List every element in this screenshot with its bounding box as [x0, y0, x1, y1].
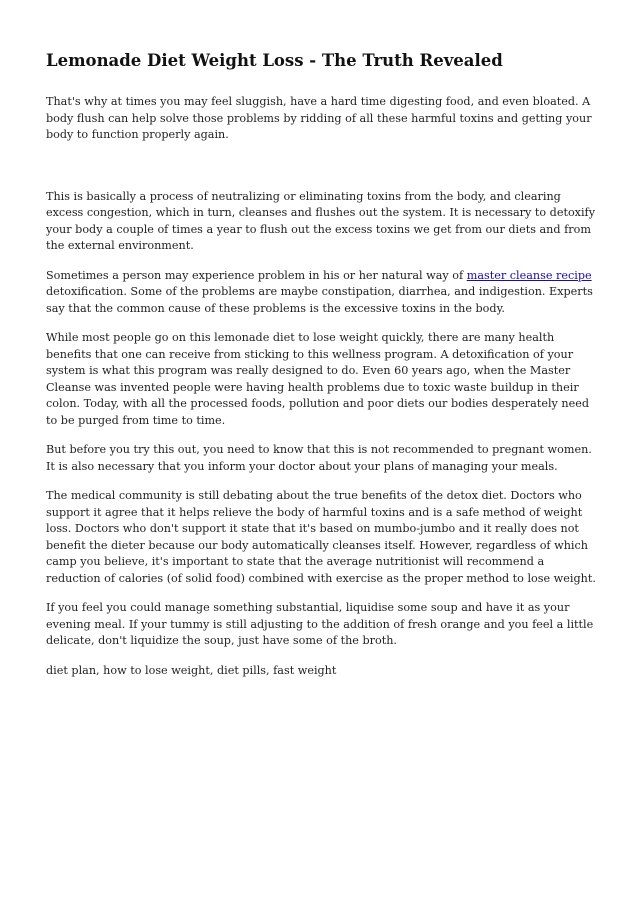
page-title: Lemonade Diet Weight Loss - The Truth Revealed	[46, 51, 503, 70]
master-cleanse-recipe-link[interactable]: master cleanse recipe	[466, 268, 592, 282]
paragraph-detox-process: This is basically a process of neutralizing or eliminating toxins from the body, and clearing excess congestion, which in turn, cleanses and flushes out the system. It is necessary to detoxify your body a couple of times a year to flush out the excess toxins we get from our diets and from the external environment.	[46, 189, 596, 252]
paragraph-pregnancy-warning: But before you try this out, you need to know that this is not recommended to pregnant women. It is also necessary that you inform your doctor about your plans of managing your meals.	[46, 443, 592, 473]
paragraph-medical-debate: The medical community is still debating about the true benefits of the detox diet. Doctors who support it agree that it helps relieve the body of harmful toxins and is a safe method of weight loss. Doctors who don't support it state that it's based on mumbo-jumbo and it really does not benefit the dieter because our body automatically cleanses itself. However, regardless of which camp you believe, it's important to state that the average nutritionist will recommend a reduction of calories (of solid food) combined with exercise as the proper method to lose weight.	[46, 489, 596, 585]
paragraph-soup-advice: If you feel you could manage something substantial, liquidise some soup and have it as your evening meal. If your tummy is still adjusting to the addition of fresh orange and you feel a little delicate, don't liquidize the soup, just have some of the broth.	[46, 601, 594, 647]
document-page	[46, 50, 598, 692]
paragraph-health-benefits: While most people go on this lemonade diet to lose weight quickly, there are many health benefits that one can receive from sticking to this wellness program. A detoxification of your system is what this program was really designed to do. Even 60 years ago, when the Master Cleanse was invented people were having health problems due to toxic waste buildup in their colon. Today, with all the processed foods, pollution and poor diets our bodies desperately need to be purged from time to time.	[46, 331, 590, 427]
paragraph-detox-problems	[46, 268, 598, 318]
paragraph-text-before-link: Sometimes a person may experience problem in his or her natural way of	[46, 268, 467, 282]
paragraph-text-after-link: detoxification. Some of the problems are maybe constipation, diarrhea, and indigestion. Experts say that the common cause of these problems is the excessive toxins in the body.	[46, 285, 593, 315]
tags-line: diet plan, how to lose weight, diet pills, fast weight	[46, 663, 337, 677]
paragraph-intro: That's why at times you may feel sluggish, have a hard time digesting food, and even bloated. A body flush can help solve those problems by ridding of all these harmful toxins and getting your body to function properly again.	[46, 95, 592, 141]
